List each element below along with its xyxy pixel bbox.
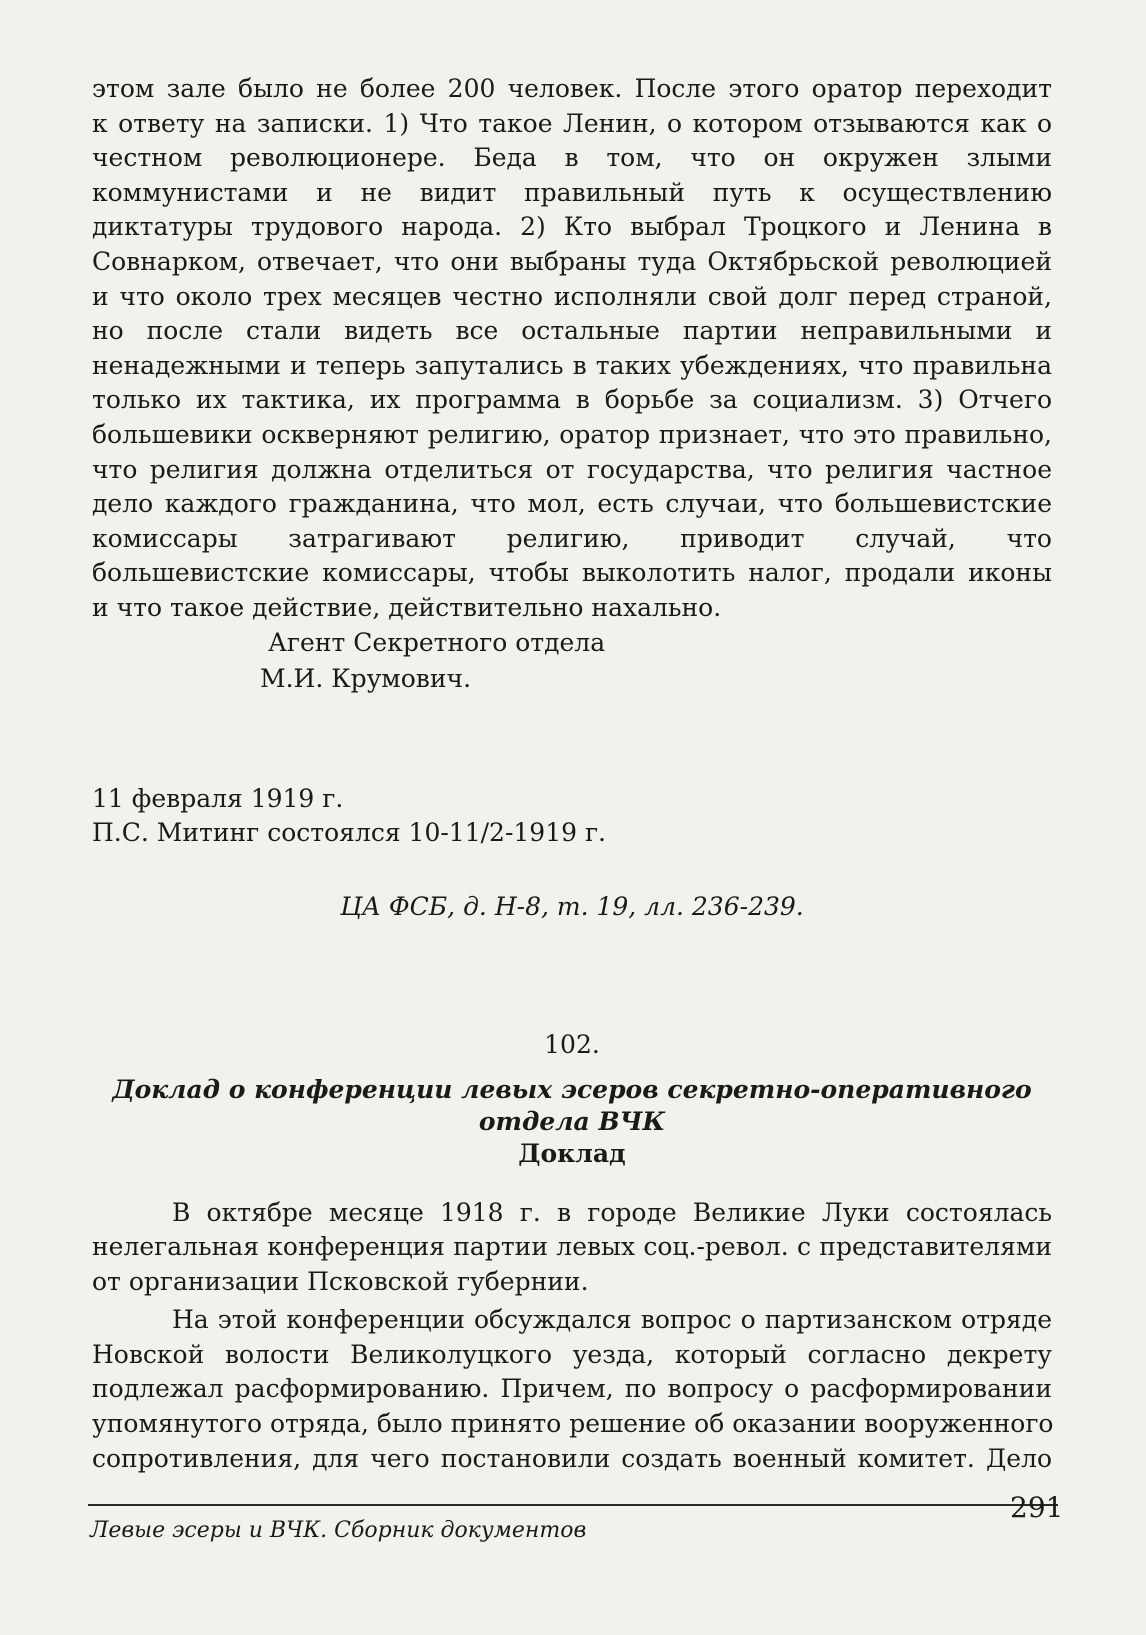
text-line: коммунистами и не видит правильный путь к осуществлению [92,177,1052,207]
date-block [92,782,1052,850]
footer-book-title: Левые эсеры и ВЧК. Сборник документов [90,1518,587,1543]
text-line: дело каждого гражданина, что мол, есть случаи, что большевистские [92,489,1052,519]
paragraph-2 [92,1196,1052,1300]
document-number: 102. [544,1029,600,1059]
text-line: что религия должна отделиться от государства, что религия частное [92,454,1052,484]
text-line: В октябре месяце 1918 г. в городе Великие Луки состоялась [172,1197,1052,1227]
document-title-line: Доклад о конференции левых эсеров секретно-оперативного [112,1074,1032,1104]
footer-divider [88,1504,1058,1506]
text-line: комиссары затрагивают религию, приводит случай, что [92,523,1052,553]
footer-page-number: 291 [1010,1491,1064,1524]
signature-name: М.И. Крумович. [260,663,472,693]
archive-reference: ЦА ФСБ, д. Н-8, т. 19, лл. 236-239. [340,891,804,921]
text-line: Совнарком, отвечает, что они выбраны туда Октябрьской революцией [92,246,1052,276]
paragraph-3 [92,1303,1052,1476]
text-line: большевики оскверняют религию, оратор признает, что это правильно, [92,419,1052,449]
text-line: упомянутого отряда, было принято решение об оказании вооруженного [92,1409,1054,1439]
text-line: сопротивления, для чего постановили создать военный комитет. Дело [92,1443,1052,1473]
paragraph-1 [92,72,1052,626]
text-line: к ответу на записки. 1) Что такое Ленин, о котором отзываются как о [92,108,1052,138]
document-title-line: отдела ВЧК [478,1106,666,1136]
postscript-line: П.С. Митинг состоялся 10-11/2-1919 г. [92,817,607,847]
text-line: этом зале было не более 200 человек. После этого оратор переходит [92,74,1052,103]
date-line: 11 февраля 1919 г. [92,783,344,813]
text-line: На этой конференции обсуждался вопрос о партизанском отряде [172,1305,1052,1335]
text-line: но после стали видеть все остальные партии неправильными и [92,316,1052,346]
text-line: и что такое действие, действительно нахально. [92,592,722,622]
text-line: нелегальная конференция партии левых соц.-револ. с представителями [92,1232,1052,1262]
text-line: от организации Псковской губернии. [92,1266,589,1296]
text-line: подлежал расформированию. Причем, по вопросу о расформировании [92,1374,1052,1404]
text-line: большевистские комиссары, чтобы выколотить налог, продали иконы [92,558,1052,588]
text-line: и что около трех месяцев честно исполняли свой долг перед страной, [92,281,1052,311]
document-title [92,1074,1052,1138]
text-line: диктатуры трудового народа. 2) Кто выбрал Троцкого и Ленина в [92,212,1052,242]
signature-block [92,626,1052,696]
document-page [92,72,1052,1476]
signature-position: Агент Секретного отдела [268,627,606,657]
text-line: честном революционере. Беда в том, что он окружен злыми [92,143,1052,173]
text-line: ненадежными и теперь запутались в таких убеждениях, что правильна [92,350,1052,380]
text-line: Новской волости Великолуцкого уезда, который согласно декрету [92,1339,1052,1369]
text-line: только их тактика, их программа в борьбе за социализм. 3) Отчего [92,385,1052,415]
document-heading: Доклад [518,1138,626,1168]
